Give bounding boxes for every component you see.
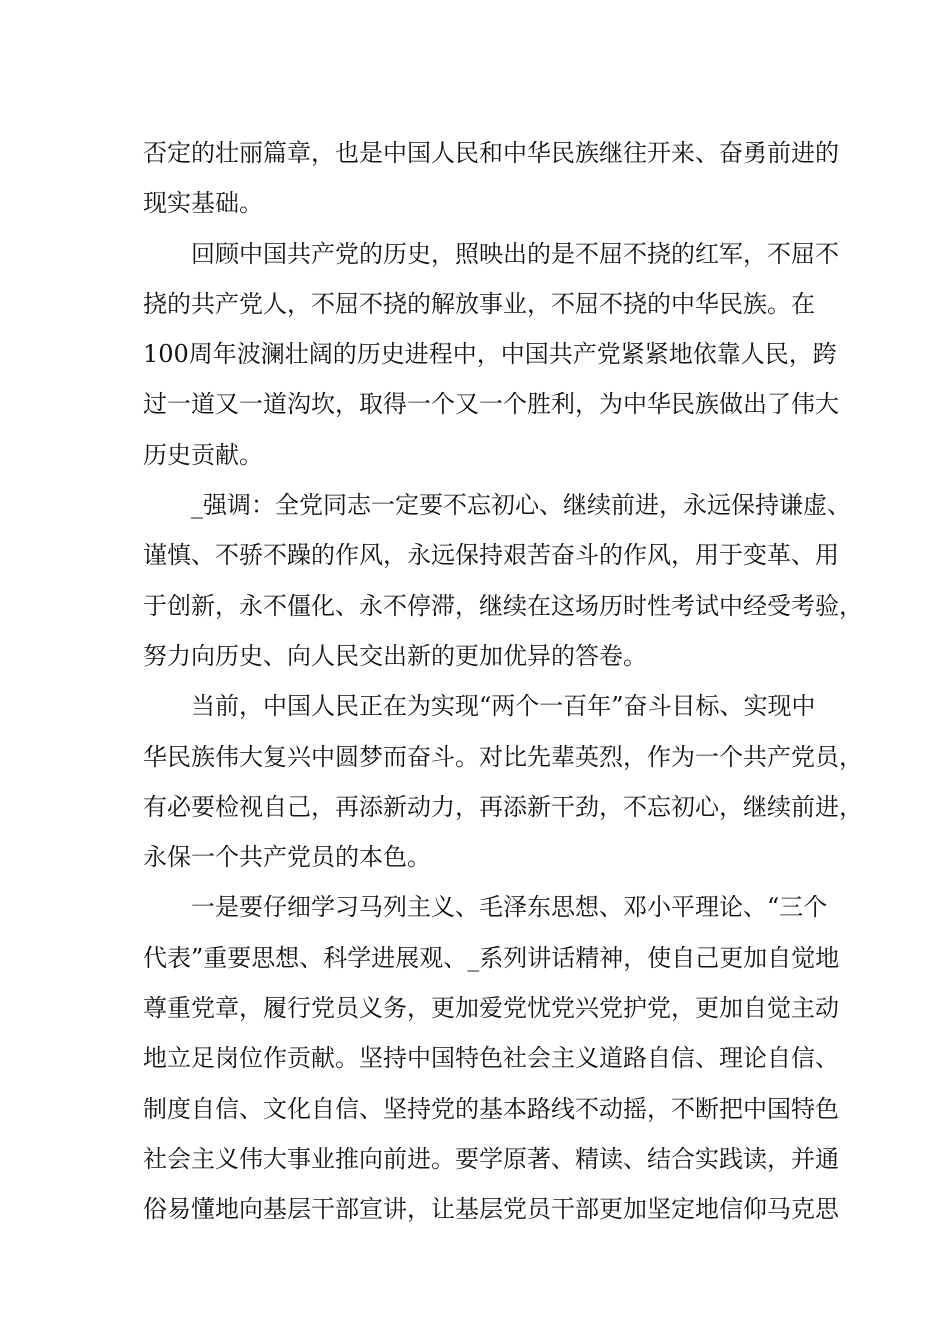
paragraph xyxy=(143,229,839,480)
paragraph xyxy=(143,681,863,882)
text-line: 当前，中国人民正在为实现“两个一百年”奋斗目标、实现中 xyxy=(191,692,816,721)
text-line: 代表”重要思想、科学进展观、_系列讲话精神，使自己更加自觉地 xyxy=(143,943,840,972)
text-line: 有必要检视自己，再添新动力，再添新干劲，不忘初心，继续前进， xyxy=(143,792,863,821)
text-line: 地立足岗位作贡献。坚持中国特色社会主义道路自信、理论自信、 xyxy=(143,1044,839,1073)
text-line: 一是要仔细学习马列主义、毛泽东思想、邓小平理论、“三个 xyxy=(191,893,828,922)
text-line: _强调：全党同志一定要不忘初心、继续前进，永远保持谦虚、 xyxy=(191,491,851,520)
text-line: 挠的共产党人，不屈不挠的解放事业，不屈不挠的中华民族。在 xyxy=(143,289,815,318)
text-line: 努力向历史、向人民交出新的更加优异的答卷。 xyxy=(143,641,647,670)
text-line: 回顾中国共产党的历史，照映出的是不屈不挠的红军，不屈不 xyxy=(191,239,839,268)
paragraph xyxy=(143,480,863,681)
paragraph xyxy=(143,882,840,1234)
text-line: 社会主义伟大事业推向前进。要学原著、精读、结合实践读，并通 xyxy=(143,1144,839,1173)
text-line: 尊重党章，履行党员义务，更加爱党忧党兴党护党，更加自觉主动 xyxy=(143,994,839,1023)
text-line: 现实基础。 xyxy=(143,189,263,218)
text-line: 于创新，永不僵化、永不停滞，继续在这场历时性考试中经受考验， xyxy=(143,591,863,620)
paragraph xyxy=(143,128,839,229)
text-line: 历史贡献。 xyxy=(143,440,263,469)
text-line: 制度自信、文化自信、坚持党的基本路线不动摇，不断把中国特色 xyxy=(143,1094,839,1123)
text-line: 100周年波澜壮阔的历史进程中，中国共产党紧紧地依靠人民，跨 xyxy=(143,340,837,369)
text-line: 过一道又一道沟坎，取得一个又一个胜利，为中华民族做出了伟大 xyxy=(143,390,839,419)
document-body xyxy=(143,128,863,1235)
text-line: 否定的壮丽篇章，也是中国人民和中华民族继往开来、奋勇前进的 xyxy=(143,139,839,167)
text-line: 永保一个共产党员的本色。 xyxy=(143,843,431,872)
text-line: 华民族伟大复兴中圆梦而奋斗。对比先辈英烈，作为一个共产党员， xyxy=(143,742,863,771)
text-line: 谨慎、不骄不躁的作风，永远保持艰苦奋斗的作风，用于变革、用 xyxy=(143,541,839,570)
text-line: 俗易懂地向基层干部宣讲，让基层党员干部更加坚定地信仰马克思 xyxy=(143,1195,839,1224)
